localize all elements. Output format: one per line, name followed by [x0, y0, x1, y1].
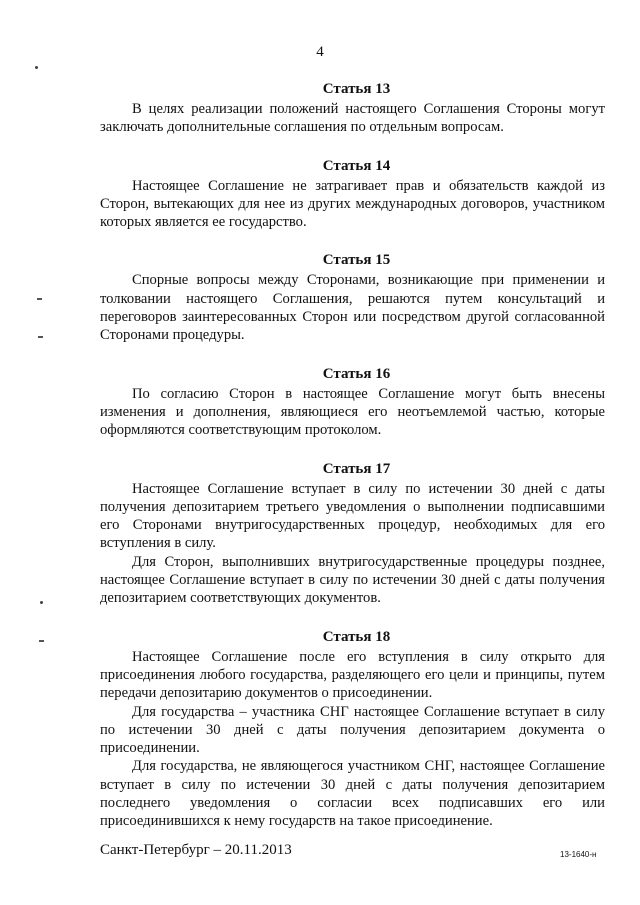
article-paragraph: Настоящее Соглашение вступает в силу по истечении 30 дней с даты получения депозитарием третьего уведомления о выполнении подписавшими его Сторонами внутригосударственных процедур, необходимых для его вступления в силу. [100, 480, 605, 552]
scan-speck [35, 66, 38, 69]
article-paragraph: Настоящее Соглашение не затрагивает прав и обязательств каждой из Сторон, вытекающих для нее из других международных договоров, участником которых является ее государство. [100, 177, 605, 231]
article-16 [100, 365, 605, 440]
page-number: 4 [316, 44, 324, 60]
article-title: Статья 14 [322, 157, 391, 174]
scan-speck [38, 336, 43, 338]
article-14 [100, 157, 605, 232]
article-13 [100, 80, 605, 137]
article-paragraph: По согласию Сторон в настоящее Соглашение могут быть внесены изменения и дополнения, являющиеся его неотъемлемой частью, которые оформляются соответствующим протоколом. [100, 385, 605, 439]
article-paragraph: Для государства – участника СНГ настоящее Соглашение вступает в силу по истечении 30 дней с даты получения депозитарием документа о присоединении. [100, 703, 605, 757]
document-body [100, 80, 605, 851]
footer-city-date: Санкт-Петербург – 20.11.2013 [100, 842, 292, 858]
scan-speck [39, 640, 44, 642]
article-17 [100, 460, 605, 608]
article-title: Статья 15 [322, 252, 391, 269]
scan-speck [37, 298, 42, 300]
article-title: Статья 18 [322, 628, 391, 645]
article-title: Статья 16 [322, 365, 391, 382]
article-18 [100, 628, 605, 831]
footer-doc-code: 13-1640-н [560, 850, 597, 859]
article-title: Статья 13 [322, 81, 391, 97]
article-title: Статья 17 [322, 460, 391, 477]
scan-speck [40, 601, 43, 604]
article-paragraph: Для Сторон, выполнивших внутригосударственные процедуры позднее, настоящее Соглашение вступает в силу по истечении 30 дней с даты получения депозитарием соответствующих документов. [100, 553, 605, 607]
article-paragraph: Спорные вопросы между Сторонами, возникающие при применении и толковании настоящего Соглашения, решаются путем консультаций и переговоров заинтересованных Сторон или посредством другой согласованной Сторонами процедуры. [100, 272, 605, 344]
article-paragraph: Для государства, не являющегося участником СНГ, настоящее Соглашение вступает в силу по истечении 30 дней с даты получения депозитарием последнего уведомления о согласии всех подписавших его или присоединившихся к нему государств на такое присоединение. [100, 758, 605, 830]
article-paragraph: Настоящее Соглашение после его вступления в силу открыто для присоединения любого государства, разделяющего его цели и принципы, путем передачи депозитарию документов о присоединении. [100, 648, 605, 702]
article-paragraph: В целях реализации положений настоящего Соглашения Стороны могут заключать дополнительные соглашения по отдельным вопросам. [100, 101, 605, 136]
article-15 [100, 251, 605, 344]
